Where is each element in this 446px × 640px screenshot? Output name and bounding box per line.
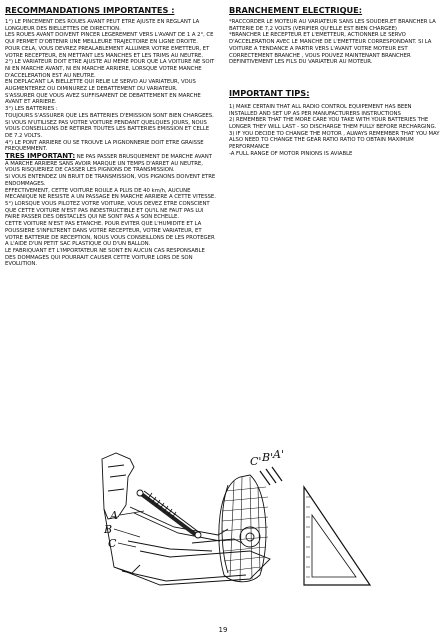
paragraph: CETTE VOITURE N'EST PAS ETANCHE. POUR EVITER QUE L'HUMIDITE ET LA POUSSIERE S'INFILTRENT DANS VOTRE RECEPTEUR, VOTRE VARIATEUR, ET VOTRE BATTERIE DE RECEPTION, NOUS VOUS CONSEILLONS DE LES PROTEGER A L'AIDE D'UN PETIT SAC PLASTIQUE OU D'UN BALLON. [5,221,215,248]
page-number: 19 [218,626,228,634]
paragraph: LE FABRIQUANT ET L'IMPORTATEUR NE SONT EN AUCUN CAS RESPONSABLE DES DOMMAGES QUI POURRAIT CAUSER CETTE VOITURE LORS DE SON EVOLUTION. [5,247,205,268]
important-label: TRES IMPORTANT: [5,152,76,161]
paragraph: SI VOUS ENTENDEZ UN BRUIT DE TRANSMISSION, VOS PIGNONS DOIVENT ETRE ENDOMMAGES. [5,174,216,187]
recommendations-heading: RECOMMANDATIONS IMPORTANTES : [5,5,175,15]
important-paragraph [5,153,216,174]
left-column [5,5,216,268]
paragraph: S'ASSURER QUE VOUS AVEZ SUFFISAMENT DE DEBATTEMENT EN MARCHE AVANT ET ARRIERE. [5,92,201,106]
paragraph: 5°) LORSQUE VOUS PILOTEZ VOTRE VOITURE, VOUS DEVEZ ETRE CONSCIENT QUE CETTE VOITURE N'EST PAS INDESTRUCTIBLE ET QU'IL NE FAUT PAS LUI FAIRE PASSER DES OBSTACLES QUI NE SONT PAS A SON ECHELLE. [5,200,210,221]
important-text: NE PAS PASSER BRUSQUEMENT DE MARCHE AVANT A MARCHE ARRIERE SANS AVOIR MARQUE UN TEMPS D'ARRET AU NEUTRE, VOUS RISQUERIEZ DE CASSER LES PIGNONS DE TRANSMISSION. [5,154,212,174]
figure-label-a: A [110,509,118,522]
electrical-heading: BRANCHEMENT ELECTRIQUE: [229,5,363,15]
right-column [229,5,441,158]
paragraph: POUR CELA, VOUS DEVREZ PREALABLEMENT ALLUMER VOTRE EMETTEUR, ET VOTRE RECEPTEUR, EN METTANT LES MANCHES ET LES TRIMS AU NEUTRE. [5,45,210,59]
figure-label-c: C [108,537,117,550]
paragraph: 2°) LE VARIATEUR DOIT ETRE AJUSTE AU MEME POUR QUE LA VOITURE NE SOIT NI EN MARCHE AVANT, NI EN MARCHE ARRIERE, LORSQUE VOTRE MANCHE D'ACCELERATION EST AU NEUTRE. [5,59,215,79]
paragraph: 1°) LE PINCEMENT DES ROUES AVANT PEUT ETRE AJUSTE EN REGLANT LA LONGUEUR DES BIELLETTES DE DIRECTION. [5,19,200,32]
figure-label-b-prime: B' [262,451,274,464]
paragraph: TOUJOURS S'ASSURER QUE LES BATTERIES D'EMISSION SONT BIEN CHARGEES. [5,112,214,119]
paragraph: EFFECTIVEMENT, CETTE VOITURE ROULE A PLUS DE 40 km/h, AUCUNE MECANIQUE NE RESISTE A UN PASSAGE EN MARCHE ARRIERE A CETTE VITESSE. [5,187,216,201]
paragraph: 4°) LE PONT ARRIERE OU SE TROUVE LA PIGNONNERIE DOIT ETRE GRAISSE FREQUEMMENT. [5,139,204,153]
paragraph: EN DEPLACANT LA BIELLETTE QUI RELIE LE SERVO AU VARIATEUR, VOUS AUGMENTEREZ OU DIMINUREZ LE DEBATTEMENT DU VARIATEUR. [5,79,196,93]
suspension-illustration [100,447,378,587]
tip-item: 3) IF YOU DECIDE TO CHANGE THE MOTOR , ALWAYS REMEMBER THAT YOU MAY ALSO NEED TO CHANGE THE GEAR RATIO RATIO TO OBTAIN MAXIMUM PERFORMANCE [229,130,440,151]
paragraph: *BRANCHER LE RECEPTEUR ET L'EMETTEUR, ACTIONNER LE SERVO D'ACCELERATION AVEC LE MANCHE DE L'EMETTEUR CORRESPONDANT. SI LA VOITURE A TENDANCE A PARTIR VERS L'AVANT VOTRE MOTEUR EST CORRECTEMENT BRANCHE , VOUS POUVEZ MAINTENANT BRANCHER DEFINITIVEMENT LES FILS DU VARIATEUR AU MOTEUR. [229,32,432,66]
paragraph: SI VOUS N'UTILISEZ PAS VOTRE VOITURE PENDANT QUELQUES JOURS, NOUS VOUS CONSEILLONS DE RETIRER TOUTES LES BATTERIES EMISSION ET CELLE DE 7.2 VOLTS. [5,119,210,139]
figure-label-b: B [104,523,113,536]
tip-item: -A FULL RANGE OF MOTOR PINIONS IS AVIABLE [229,150,353,157]
paragraph: *RACCORDER LE MOTEUR AU VARIATEUR SANS LES SOUDER.ET BRANCHER LA BATTERIE DE 7,2 VOLTS (VERIFIER QU'ELLE EST BIEN CHARGEE) [229,19,436,32]
paragraph: 3°) LES BATTERIES : [5,106,58,113]
tip-item: 2) REMEMBER THAT THE MORE CARE YOU TAKE WITH YOUR BATTERIES THE LONGER THEY WILL LAST - SO DISCHARGE THEM FULLY BEFORE RECHARGING. [229,117,437,131]
figure-label-a-prime: A' [273,448,284,461]
figure-label-c-prime: C' [250,455,262,468]
tip-item: 1) MAKE CERTAIN THAT ALL RADIO CONTROL EQUIPEMENT HAS BEEN INSTALLED AND SET UP AS PER MANUFACTURERS INSTRUCTIONS [229,103,412,117]
paragraph: LES ROUES AVANT DOIVENT PINCER LEGEREMENT VERS L'AVANT DE 1 A 2°, CE QUI PERMET D'OBTENIR UNE MEILLEURE TRAJECTOIRE EN LIGNE DROITE. [5,32,214,46]
tips-heading: IMPORTANT TIPS: [229,87,310,98]
